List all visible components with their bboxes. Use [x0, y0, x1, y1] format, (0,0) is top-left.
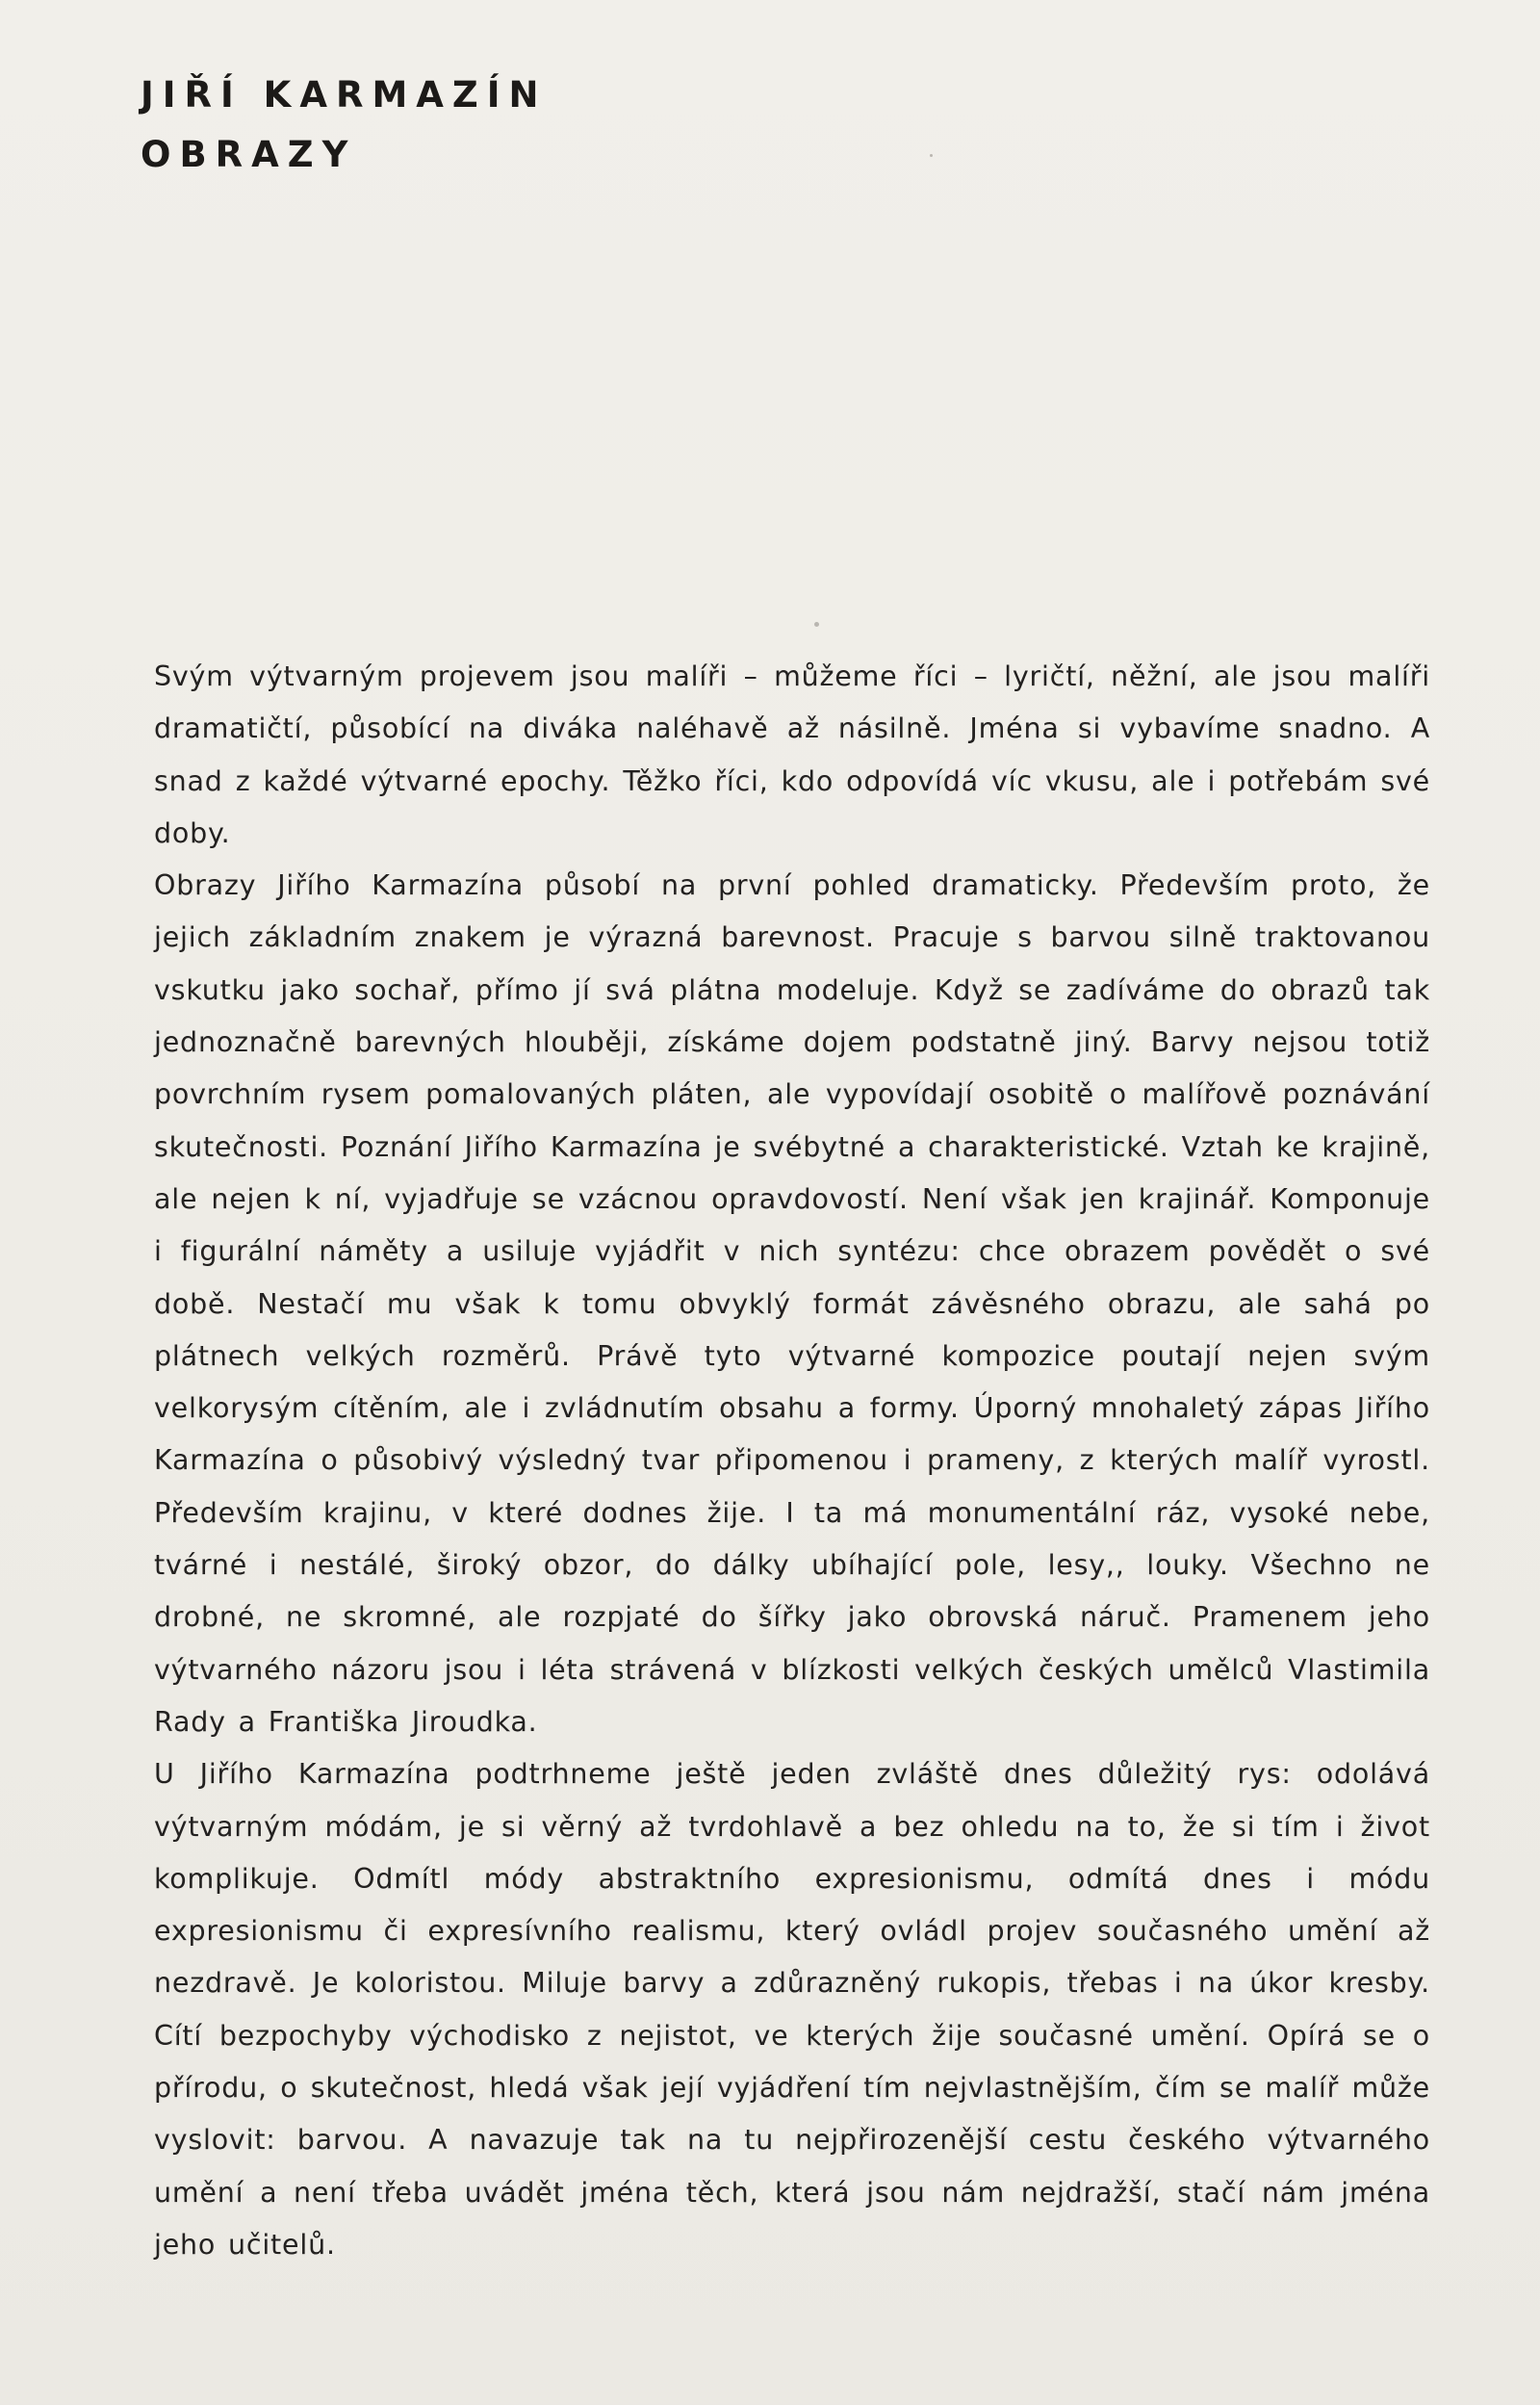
paragraph: Svým výtvarným projevem jsou malíři – můžeme říci – lyričtí, něžní, ale jsou malíři dramatičtí, působící na diváka naléhavě až násilně. Jména si vybavíme snadno. A snad z každé výtvarné epochy. Těžko říci, kdo odpovídá víc vkusu, ale i potřebám své doby.	[154, 660, 1430, 849]
paper-speck	[930, 154, 933, 157]
page-heading	[141, 65, 548, 185]
author-name: JIŘÍ KARMAZÍN	[141, 74, 548, 116]
paragraph: U Jiřího Karmazína podtrhneme ještě jeden zvláště dnes důležitý rys: odolává výtvarným módám, je si věrný až tvrdohlavě a bez ohledu na to, že si tím i život komplikuje. Odmítl módy abstraktního expresionismu, odmítá dnes i módu expresionismu či expresívního realismu, který ovládl projev současného umění až nezdravě. Je koloristou. Miluje barvy a zdůrazněný rukopis, třebas i na úkor kresby. Cítí bezpochyby východisko z nejistot, ve kterých žije současné umění. Opírá se o přírodu, o skutečnost, hledá však její vyjádření tím nejvlastnějším, čím se malíř může vyslovit: barvou. A navazuje tak na tu nejpřirozenější cestu českého výtvarného umění a není třeba uvádět jména těch, která jsou nám nejdražší, stačí nám jména jeho učitelů.	[154, 1758, 1430, 2261]
article-body	[154, 651, 1430, 2271]
paragraph: Obrazy Jiřího Karmazína působí na první pohled dramaticky. Především proto, že jejich základním znakem je výrazná barevnost. Pracuje s barvou silně traktovanou vskutku jako sochař, přímo jí svá plátna modeluje. Když se zadíváme do obrazů tak jednoznačně barevných hlouběji, získáme dojem podstatně jiný. Barvy nejsou totiž povrchním rysem pomalovaných pláten, ale vypovídají osobitě o malířově poznávání skutečnosti. Poznání Jiřího Karmazína je svébytné a charakteristické. Vztah ke krajině, ale nejen k ní, vyjadřuje se vzácnou opravdovostí. Není však jen krajinář. Komponuje i figurální náměty a usiluje vyjádřit v nich syntézu: chce obrazem povědět o své době. Nestačí mu však k tomu obvyklý formát závěsného obrazu, ale sahá po plátnech velkých rozměrů. Právě tyto výtvarné kompozice poutají nejen svým velkorysým cítěním, ale i zvládnutím obsahu a formy. Úporný mnohaletý zápas Jiřího Karmazína o působivý výsledný tvar připomenou i prameny, z kterých malíř vyrostl. Především krajinu, v které dodnes žije. I ta má monumentální ráz, vysoké nebe, tvárné i nestálé, široký obzor, do dálky ubíhající pole, lesy,, louky. Všechno ne drobné, ne skromné, ale rozpjaté do šířky jako obrovská náruč. Pramenem jeho výtvarného názoru jsou i léta strávená v blízkosti velkých českých umělců Vlastimila Rady a Františka Jiroudka.	[154, 869, 1430, 1738]
document-title: OBRAZY	[141, 134, 357, 175]
paper-speck	[814, 622, 819, 627]
